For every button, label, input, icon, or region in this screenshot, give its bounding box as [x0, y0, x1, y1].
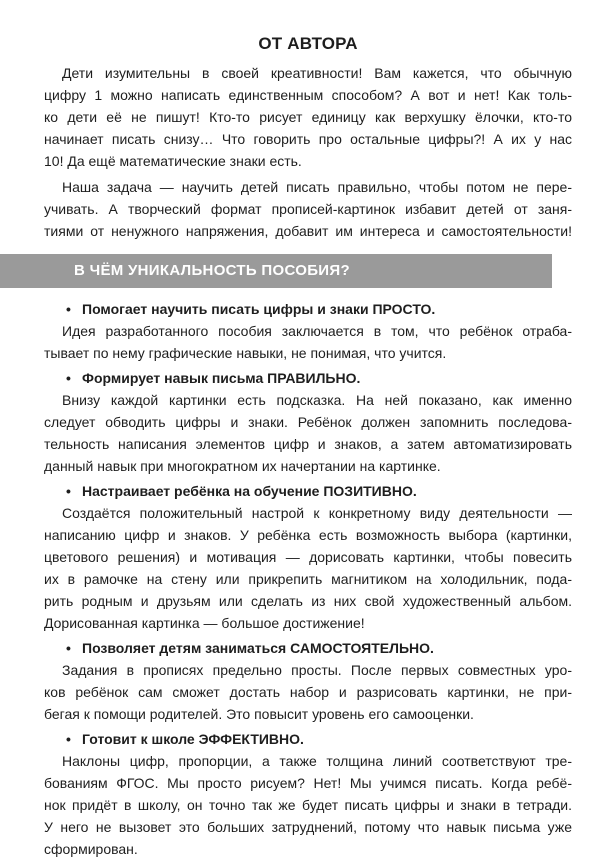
text-line: Дорисованная картинка — большое достижение! — [44, 615, 365, 631]
text-line: цифру 1 можно написать единственным способом? А вот и нет! Как толь- — [44, 87, 572, 103]
text-line: У него не вызовет это больших затруднений, потому что навык письма уже — [44, 819, 572, 835]
text-line: цветового решения) и мотивация — дорисовать картинки, чтобы повесить — [44, 549, 572, 565]
text-line: тиями от ненужного напряжения, добавит им интереса и самостоятельности! — [44, 223, 572, 239]
feature-heading-text: Помогает научить писать цифры и знаки ПРОСТО. — [82, 301, 436, 317]
text-line: тывает по нему графические навыки, не понимая, что учится. — [44, 345, 447, 361]
feature-section-effective — [44, 728, 572, 860]
bullet-icon: • — [66, 370, 71, 386]
bullet-icon: • — [66, 301, 71, 317]
intro-paragraph-1 — [44, 62, 572, 172]
feature-heading — [44, 367, 572, 389]
text-line: Дети изумительны в своей креативности! Вам кажется, что обычную — [62, 65, 572, 81]
text-line: нок придёт в школу, он точно так же будет писать цифры и знаки в тетради. — [44, 797, 572, 813]
text-line: Внизу каждой картинки есть подсказка. На ней показано, как именно — [62, 392, 572, 408]
page-content — [44, 34, 572, 863]
feature-section-correct — [44, 367, 572, 477]
bullet-icon: • — [66, 483, 71, 499]
bullet-icon: • — [66, 731, 71, 747]
text-line: бегая к помощи родителей. Это повысит уровень его самооценки. — [44, 706, 474, 722]
text-line: Создаётся положительный настрой к конкретному виду деятельности — — [62, 505, 572, 521]
feature-heading-text: Настраивает ребёнка на обучение ПОЗИТИВНО. — [82, 483, 417, 499]
feature-section-positive — [44, 480, 572, 634]
text-line: рить родным и друзьям или сделать из них свой художественный альбом. — [44, 593, 572, 609]
feature-section-independent — [44, 637, 572, 725]
text-line: написанию цифр и знаков. У ребёнка есть возможность выбора (картинки, — [44, 527, 572, 543]
text-line: Наклоны цифр, пропорции, а также толщина линий соответствуют тре- — [62, 753, 572, 769]
section-banner: В ЧЁМ УНИКАЛЬНОСТЬ ПОСОБИЯ? — [0, 254, 552, 288]
text-line: Задания в прописях предельно просты. После первых совместных уро- — [62, 662, 572, 678]
text-line: Идея разработанного пособия заключается в том, что ребёнок отраба- — [62, 323, 572, 339]
text-line: данный навык при многократном их начертании на картинке. — [44, 458, 441, 474]
feature-heading — [44, 637, 572, 659]
text-line: их в рамочке на стену или прикрепить магнитиком на холодильник, пода- — [44, 571, 572, 587]
feature-heading — [44, 298, 572, 320]
feature-section-simple — [44, 298, 572, 364]
text-line: бованиям ФГОС. Мы просто рисуем? Нет! Мы учимся писать. Когда ребё- — [44, 775, 572, 791]
text-line: тельность написания элементов цифр и знаков, а затем автоматизировать — [44, 436, 572, 452]
text-line: 10! Да ещё математические знаки есть. — [44, 153, 302, 169]
bullet-icon: • — [66, 640, 71, 656]
intro-paragraph-2 — [44, 176, 572, 242]
text-line: учивать. А творческий формат прописей-картинок избавит детей от заня- — [44, 201, 572, 217]
page-title: ОТ АВТОРА — [258, 34, 358, 53]
text-line: следует обводить цифры и знаки. Ребёнок должен запомнить последова- — [44, 414, 572, 430]
feature-heading-text: Позволяет детям заниматься САМОСТОЯТЕЛЬНО. — [82, 640, 434, 656]
text-line: начинает писать снизу… Что говорить про остальные цифры?! А их у нас — [44, 131, 572, 147]
feature-heading-text: Готовит к школе ЭФФЕКТИВНО. — [82, 731, 304, 747]
text-line: ков ребёнок сам сможет достать набор и разрисовать картинки, не при- — [44, 684, 572, 700]
feature-heading-text: Формирует навык письма ПРАВИЛЬНО. — [82, 370, 361, 386]
feature-heading — [44, 728, 572, 750]
feature-heading — [44, 480, 572, 502]
text-line: Наша задача — научить детей писать правильно, чтобы потом не пере- — [62, 179, 572, 195]
text-line: сформирован. — [44, 841, 138, 857]
text-line: ко дети её не пишут! Кто-то рисует единицу как верхушку ёлочки, кто-то — [44, 109, 572, 125]
